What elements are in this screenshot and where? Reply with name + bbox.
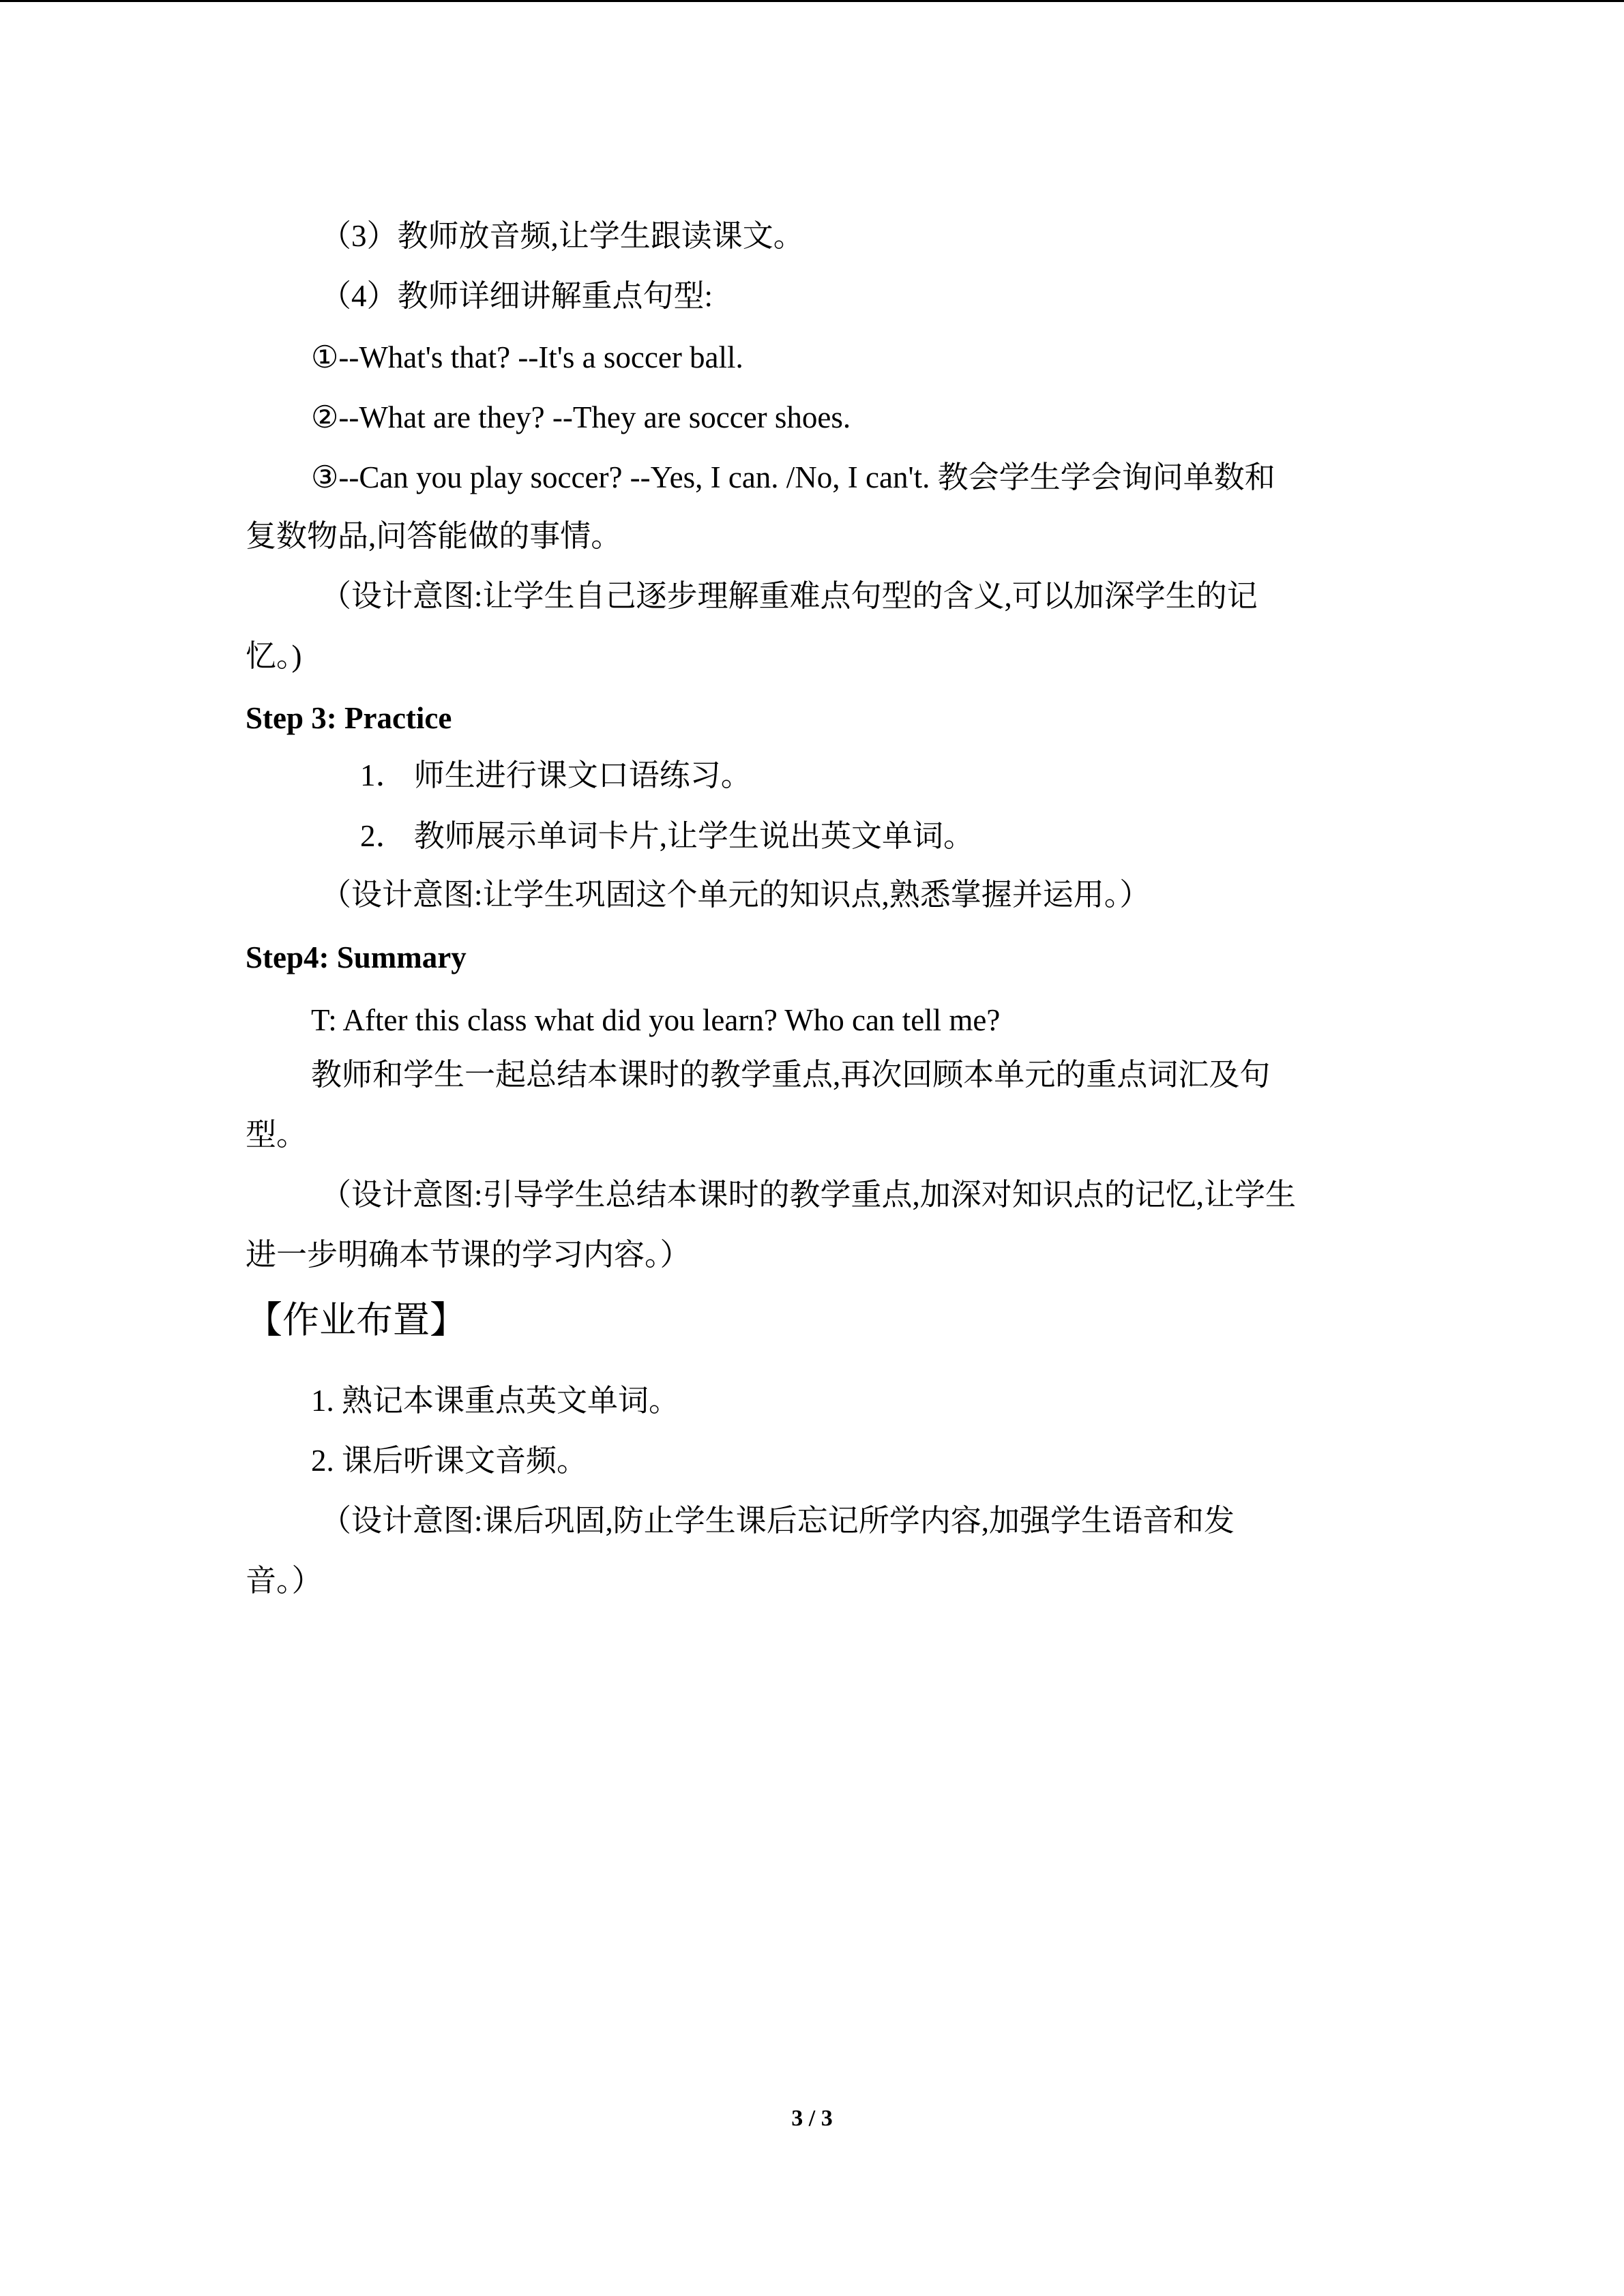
- top-border: [0, 0, 1624, 2]
- homework-item-1: 1. 熟记本课重点英文单词。: [311, 1384, 680, 1418]
- step-3-heading: Step 3: Practice: [246, 701, 452, 735]
- step-4-heading: Step4: Summary: [246, 940, 467, 974]
- paragraph-line-2: （4）教师详细讲解重点句型:: [321, 279, 713, 313]
- design-intent-1-cont: 忆。): [246, 639, 302, 673]
- sentence-pattern-2: ②--What are they? --They are soccer shoes.: [311, 400, 851, 434]
- sentence-pattern-1: ①--What's that? --It's a soccer ball.: [311, 340, 743, 374]
- design-intent-3: （设计意图:引导学生总结本课时的教学重点,加深对知识点的记忆,让学生: [321, 1178, 1297, 1212]
- design-intent-4: （设计意图:课后巩固,防止学生课后忘记所学内容,加强学生语音和发: [321, 1504, 1235, 1538]
- summary-text-cont: 型。: [246, 1118, 308, 1152]
- homework-item-2: 2. 课后听课文音频。: [311, 1444, 588, 1478]
- design-intent-1: （设计意图:让学生自己逐步理解重难点句型的含义,可以加深学生的记: [321, 579, 1258, 613]
- design-intent-2: （设计意图:让学生巩固这个单元的知识点,熟悉掌握并运用。）: [321, 878, 1151, 912]
- homework-heading: 【作业布置】: [246, 1298, 467, 1341]
- paragraph-line-6: 复数物品,问答能做的事情。: [246, 519, 622, 553]
- page-number: 3 / 3: [791, 2106, 833, 2131]
- practice-item-1: 1． 师生进行课文口语练习。: [360, 758, 752, 792]
- summary-text: 教师和学生一起总结本课时的教学重点,再次回顾本单元的重点词汇及句: [311, 1058, 1271, 1092]
- sentence-pattern-3: ③--Can you play soccer? --Yes, I can. /No, I can't. 教会学生学会询问单数和: [311, 460, 1275, 494]
- paragraph-line-1: （3）教师放音频,让学生跟读课文。: [321, 219, 804, 253]
- design-intent-4-cont: 音。）: [246, 1564, 323, 1598]
- practice-item-2: 2． 教师展示单词卡片,让学生说出英文单词。: [360, 819, 975, 853]
- design-intent-3-cont: 进一步明确本节课的学习内容。）: [246, 1238, 691, 1272]
- summary-question: T: After this class what did you learn? Who can tell me?: [311, 1003, 1001, 1037]
